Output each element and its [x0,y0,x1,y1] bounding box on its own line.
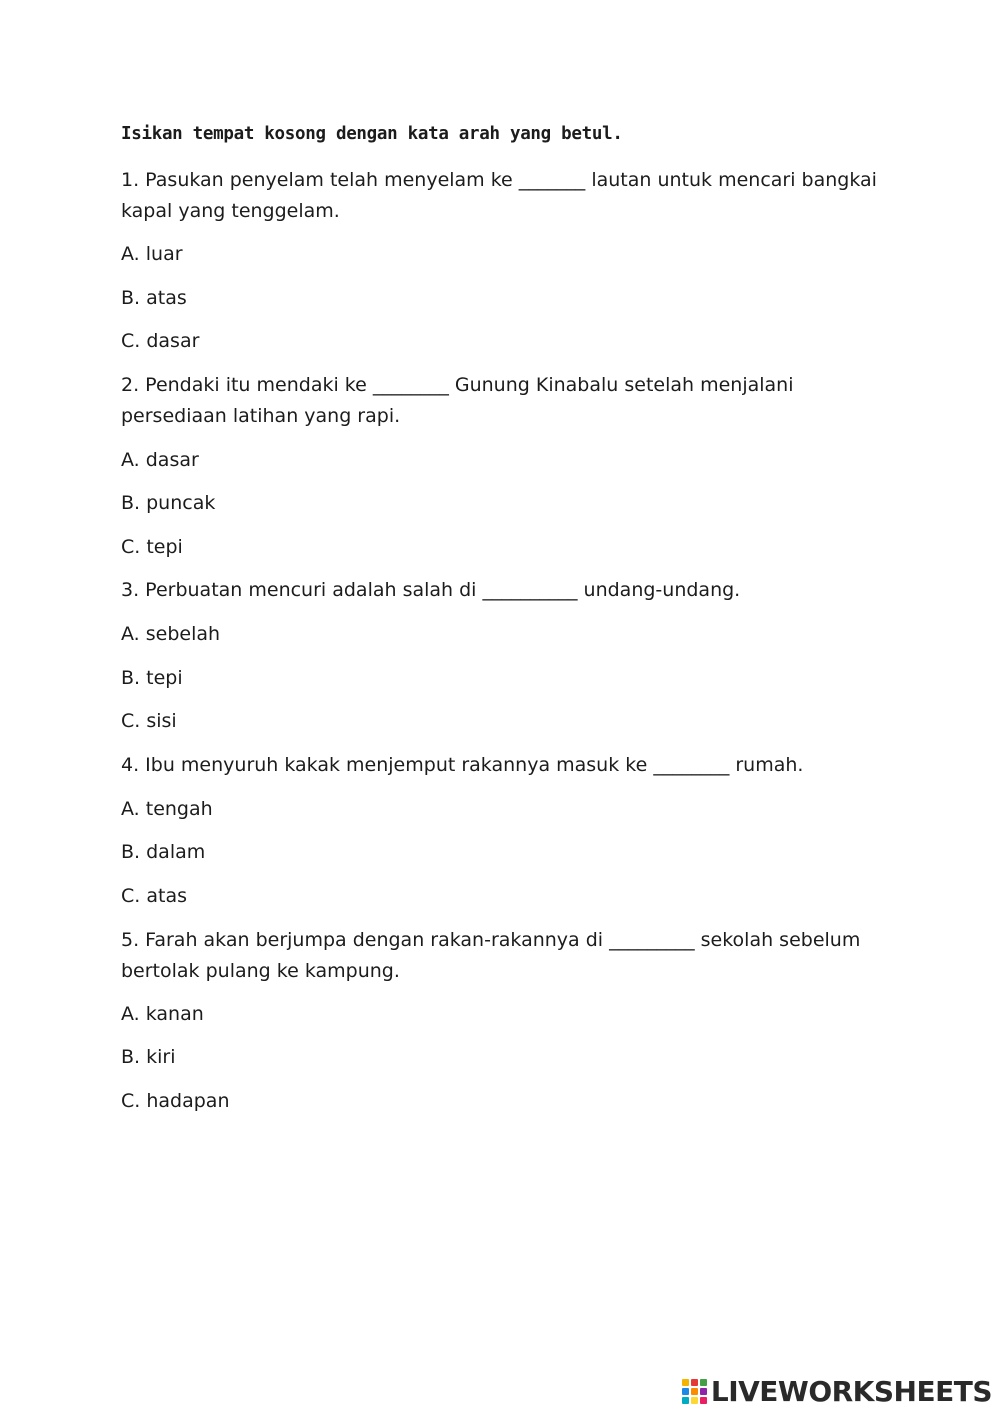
question-3-option-c[interactable]: C. sisi [121,710,177,732]
question-4-option-a[interactable]: A. tengah [121,798,213,820]
question-5-option-b[interactable]: B. kiri [121,1046,176,1068]
question-5-option-a[interactable]: A. kanan [121,1003,204,1025]
question-5-line-1: 5. Farah akan berjumpa dengan rakan-rakannya di _________ sekolah sebelum [121,929,861,951]
question-2-option-c[interactable]: C. tepi [121,536,183,558]
question-1-line-1: 1. Pasukan penyelam telah menyelam ke _______ lautan untuk mencari bangkai [121,169,877,191]
question-2-line-1: 2. Pendaki itu mendaki ke ________ Gunung Kinabalu setelah menjalani [121,374,794,396]
question-5-option-c[interactable]: C. hadapan [121,1090,230,1112]
question-2-option-b[interactable]: B. puncak [121,492,216,514]
question-4-line-1: 4. Ibu menyuruh kakak menjemput rakannya masuk ke ________ rumah. [121,754,804,776]
brand-name: LIVEWORKSHEETS [710,1375,992,1408]
question-1-option-a[interactable]: A. luar [121,243,183,265]
question-4-option-b[interactable]: B. dalam [121,841,206,863]
question-2-line-2: persediaan latihan yang rapi. [121,405,401,427]
question-5-line-2: bertolak pulang ke kampung. [121,960,400,982]
question-2-option-a[interactable]: A. dasar [121,449,199,471]
question-3-line-1: 3. Perbuatan mencuri adalah salah di __________ undang-undang. [121,579,741,601]
liveworksheets-footer [682,1375,992,1408]
question-1-option-b[interactable]: B. atas [121,287,187,309]
question-3-option-a[interactable]: A. sebelah [121,623,221,645]
question-1-option-c[interactable]: C. dasar [121,330,200,352]
question-4-option-c[interactable]: C. atas [121,885,187,907]
instruction-heading: Isikan tempat kosong dengan kata arah yang betul. [121,124,623,144]
question-3-option-b[interactable]: B. tepi [121,667,183,689]
question-1-line-2: kapal yang tenggelam. [121,200,340,222]
liveworksheets-logo-icon [682,1379,707,1404]
